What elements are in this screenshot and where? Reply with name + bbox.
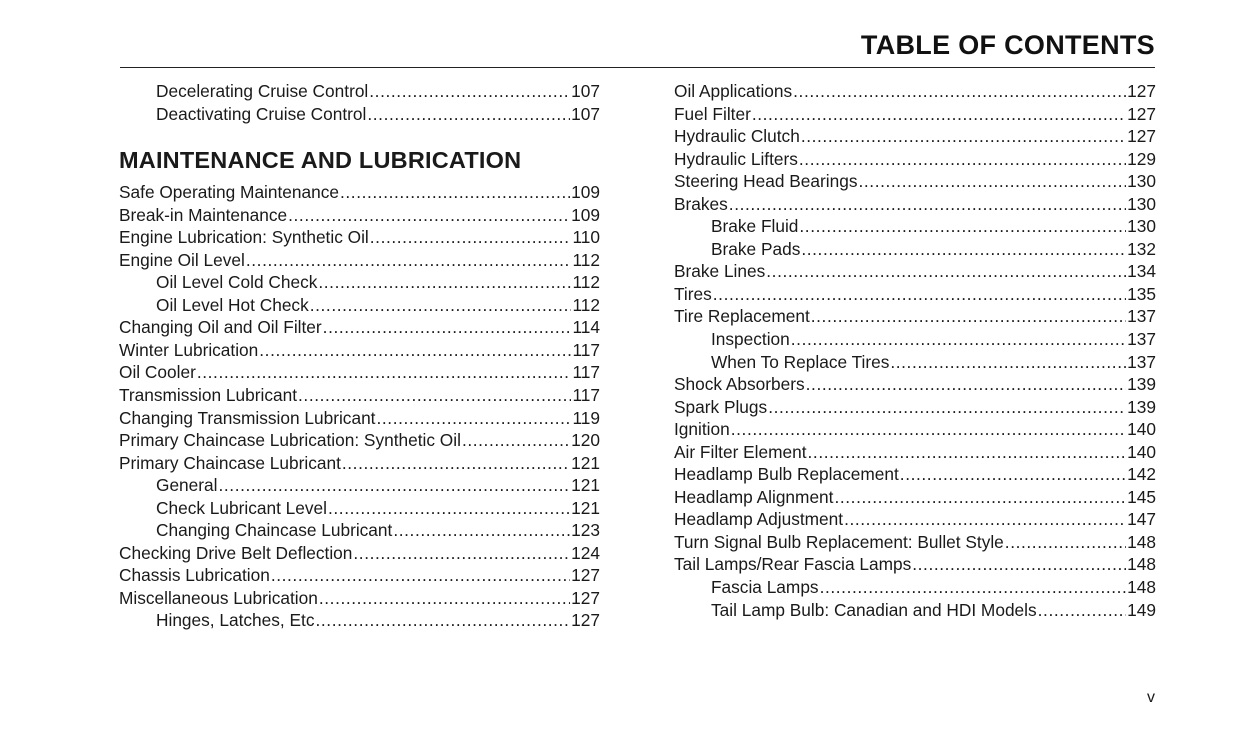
dot-leader xyxy=(316,609,571,632)
toc-entry-page: 147 xyxy=(1127,509,1156,530)
toc-subentry[interactable] xyxy=(674,328,1156,351)
dot-leader xyxy=(369,80,570,103)
toc-entry[interactable] xyxy=(119,452,600,475)
toc-entry-label: Changing Chaincase Lubricant xyxy=(156,520,393,541)
toc-entry-page: 130 xyxy=(1127,216,1156,237)
toc-entry-page: 137 xyxy=(1127,351,1156,372)
toc-entry[interactable] xyxy=(674,486,1156,509)
toc-entry-page: 121 xyxy=(571,475,600,496)
toc-entry[interactable] xyxy=(119,204,600,227)
toc-entry[interactable] xyxy=(674,125,1156,148)
toc-entry-label: Brake Lines xyxy=(674,261,766,282)
toc-left-column xyxy=(119,80,600,632)
toc-entry-page: 109 xyxy=(571,204,600,225)
toc-entry-label: Headlamp Adjustment xyxy=(674,509,844,530)
toc-entry-label: Air Filter Element xyxy=(674,441,807,462)
toc-entry-label: Oil Applications xyxy=(674,81,793,101)
toc-entry-page: 114 xyxy=(572,317,600,338)
toc-entry-label: Decelerating Cruise Control xyxy=(156,81,369,101)
toc-entry[interactable] xyxy=(119,316,600,339)
toc-entry-label: Spark Plugs xyxy=(674,396,768,417)
toc-entry-page: 109 xyxy=(571,182,600,203)
toc-entry-page: 140 xyxy=(1127,419,1156,440)
dot-leader xyxy=(218,474,570,497)
section-heading: MAINTENANCE AND LUBRICATION xyxy=(119,147,522,174)
toc-entry-label: When To Replace Tires xyxy=(711,351,890,372)
toc-entry[interactable] xyxy=(119,429,600,452)
toc-entry-label: Safe Operating Maintenance xyxy=(119,182,339,203)
toc-entry[interactable] xyxy=(674,103,1156,126)
dot-leader xyxy=(462,429,570,452)
toc-entry[interactable] xyxy=(119,587,600,610)
toc-entry-label: Miscellaneous Lubrication xyxy=(119,587,318,608)
toc-entry[interactable] xyxy=(119,339,600,362)
toc-entry-label: Brake Pads xyxy=(711,238,801,259)
toc-entry-page: 134 xyxy=(1127,261,1156,282)
toc-entry-page: 148 xyxy=(1127,531,1156,552)
dot-leader xyxy=(1038,599,1127,622)
dot-leader xyxy=(298,384,571,407)
toc-entry-label: Tail Lamps/Rear Fascia Lamps xyxy=(674,554,912,575)
toc-entry[interactable] xyxy=(119,361,600,384)
dot-leader xyxy=(323,316,572,339)
toc-entry-label: Engine Lubrication: Synthetic Oil xyxy=(119,227,369,248)
toc-entry-page: 145 xyxy=(1127,486,1156,507)
toc-entry-label: Shock Absorbers xyxy=(674,374,805,395)
toc-subentry[interactable] xyxy=(119,103,600,126)
page-number: v xyxy=(1147,689,1155,706)
toc-entry[interactable] xyxy=(674,418,1156,441)
toc-entry-page: 137 xyxy=(1127,306,1156,327)
toc-entry-label: Tail Lamp Bulb: Canadian and HDI Models xyxy=(711,599,1037,620)
toc-entry-label: Turn Signal Bulb Replacement: Bullet Style xyxy=(674,531,1004,552)
toc-entry-page: 142 xyxy=(1127,464,1156,485)
toc-entry-label: General xyxy=(156,475,218,496)
toc-entry[interactable] xyxy=(119,564,600,587)
dot-leader xyxy=(768,396,1126,419)
toc-entry-label: Oil Cooler xyxy=(119,362,196,383)
toc-entry-label: Transmission Lubricant xyxy=(119,385,298,406)
toc-entry-page: 139 xyxy=(1127,374,1156,395)
dot-leader xyxy=(793,80,1126,103)
toc-entry[interactable] xyxy=(674,441,1156,464)
toc-entry-page: 120 xyxy=(571,430,600,451)
toc-entry-label: Tire Replacement xyxy=(674,306,810,327)
toc-entry[interactable] xyxy=(674,531,1156,554)
dot-leader xyxy=(859,170,1127,193)
toc-entry[interactable] xyxy=(119,542,600,565)
toc-entry-page: 117 xyxy=(572,339,600,360)
toc-entry[interactable] xyxy=(674,553,1156,576)
toc-subentry[interactable] xyxy=(674,215,1156,238)
toc-subentry[interactable] xyxy=(674,238,1156,261)
dot-leader xyxy=(370,226,572,249)
dot-leader xyxy=(791,328,1126,351)
toc-entry-label: Primary Chaincase Lubrication: Synthetic Oil xyxy=(119,430,461,451)
toc-entry-page: 127 xyxy=(571,610,600,631)
toc-entry-page: 127 xyxy=(1127,103,1156,124)
toc-entry-page: 148 xyxy=(1127,554,1156,575)
toc-entry-page: 127 xyxy=(1127,81,1156,101)
toc-entry-page: 130 xyxy=(1127,193,1156,214)
toc-entry-page: 129 xyxy=(1127,148,1156,169)
dot-leader xyxy=(319,587,570,610)
toc-entry-page: 127 xyxy=(1127,126,1156,147)
toc-subentry[interactable] xyxy=(119,80,600,103)
toc-entry-label: Headlamp Alignment xyxy=(674,486,834,507)
dot-leader xyxy=(367,103,570,126)
toc-entry-label: Changing Transmission Lubricant xyxy=(119,407,376,428)
toc-entry-label: Steering Head Bearings xyxy=(674,171,858,192)
dot-leader xyxy=(1005,531,1126,554)
toc-entry-page: 119 xyxy=(572,407,600,428)
toc-entry-page: 112 xyxy=(572,272,600,293)
toc-entry-page: 148 xyxy=(1127,577,1156,598)
toc-list-before-section xyxy=(119,80,600,125)
dot-leader xyxy=(801,238,1126,261)
toc-entry[interactable] xyxy=(674,283,1156,306)
dot-leader xyxy=(890,351,1126,374)
toc-entry-label: Hinges, Latches, Etc xyxy=(156,610,315,631)
toc-entry[interactable] xyxy=(674,193,1156,216)
toc-subentry[interactable] xyxy=(674,599,1156,622)
toc-entry-page: 110 xyxy=(572,227,600,248)
toc-entry-page: 127 xyxy=(571,587,600,608)
dot-leader xyxy=(900,463,1126,486)
toc-entry[interactable] xyxy=(674,260,1156,283)
toc-entry-page: 127 xyxy=(571,565,600,586)
toc-entry-page: 107 xyxy=(571,103,600,124)
toc-entry[interactable] xyxy=(674,396,1156,419)
toc-entry[interactable] xyxy=(119,249,600,272)
dot-leader xyxy=(766,260,1126,283)
toc-entry-page: 124 xyxy=(571,542,600,563)
dot-leader xyxy=(811,305,1126,328)
toc-entry-page: 121 xyxy=(571,452,600,473)
toc-entry-page: 121 xyxy=(571,497,600,518)
toc-entry[interactable] xyxy=(119,226,600,249)
toc-entry[interactable] xyxy=(674,80,1156,103)
dot-leader xyxy=(318,271,571,294)
toc-entry[interactable] xyxy=(119,407,600,430)
toc-entry-page: 130 xyxy=(1127,171,1156,192)
toc-entry-page: 140 xyxy=(1127,441,1156,462)
toc-subentry[interactable] xyxy=(119,497,600,520)
toc-entry-page: 112 xyxy=(572,294,600,315)
toc-entry-label: Fascia Lamps xyxy=(711,577,819,598)
toc-entry-label: Fuel Filter xyxy=(674,103,751,124)
toc-list-right xyxy=(674,80,1156,621)
toc-entry-page: 107 xyxy=(571,81,600,101)
toc-entry-label: Brakes xyxy=(674,193,728,214)
toc-entry-label: Oil Level Cold Check xyxy=(156,272,318,293)
dot-leader xyxy=(340,181,570,204)
dot-leader xyxy=(731,418,1126,441)
toc-entry-label: Chassis Lubrication xyxy=(119,565,270,586)
dot-leader xyxy=(328,497,570,520)
toc-entry[interactable] xyxy=(674,508,1156,531)
dot-leader xyxy=(246,249,572,272)
dot-leader xyxy=(752,103,1126,126)
dot-leader xyxy=(310,294,572,317)
toc-entry-label: Headlamp Bulb Replacement xyxy=(674,464,899,485)
toc-entry-label: Break-in Maintenance xyxy=(119,204,288,225)
toc-entry-label: Deactivating Cruise Control xyxy=(156,103,367,124)
toc-subentry[interactable] xyxy=(119,271,600,294)
toc-subentry[interactable] xyxy=(119,474,600,497)
toc-subentry[interactable] xyxy=(674,576,1156,599)
toc-entry[interactable] xyxy=(674,373,1156,396)
dot-leader xyxy=(713,283,1126,306)
toc-right-column xyxy=(674,80,1156,621)
toc-subentry[interactable] xyxy=(119,294,600,317)
toc-entry-label: Hydraulic Clutch xyxy=(674,126,800,147)
dot-leader xyxy=(806,373,1127,396)
dot-leader xyxy=(799,148,1126,171)
dot-leader xyxy=(288,204,570,227)
toc-entry-label: Primary Chaincase Lubricant xyxy=(119,452,341,473)
toc-entry[interactable] xyxy=(119,384,600,407)
toc-list-after-section xyxy=(119,181,600,632)
toc-entry-page: 117 xyxy=(572,385,600,406)
toc-entry-page: 135 xyxy=(1127,283,1156,304)
dot-leader xyxy=(353,542,570,565)
dot-leader xyxy=(342,452,570,475)
toc-entry[interactable] xyxy=(674,148,1156,171)
toc-subentry[interactable] xyxy=(119,519,600,542)
dot-leader xyxy=(729,193,1126,216)
dot-leader xyxy=(393,519,570,542)
toc-entry[interactable] xyxy=(674,305,1156,328)
toc-entry-page: 132 xyxy=(1127,238,1156,259)
toc-entry-label: Ignition xyxy=(674,419,730,440)
toc-entry-label: Hydraulic Lifters xyxy=(674,148,798,169)
toc-entry-page: 139 xyxy=(1127,396,1156,417)
toc-entry-page: 123 xyxy=(571,520,600,541)
toc-entry-label: Oil Level Hot Check xyxy=(156,294,309,315)
toc-entry-page: 149 xyxy=(1127,599,1156,620)
toc-entry-page: 117 xyxy=(572,362,600,383)
dot-leader xyxy=(912,553,1126,576)
toc-entry-page: 112 xyxy=(572,249,600,270)
toc-entry-label: Inspection xyxy=(711,329,790,350)
toc-entry-page: 137 xyxy=(1127,329,1156,350)
toc-subentry[interactable] xyxy=(119,609,600,632)
page-title: TABLE OF CONTENTS xyxy=(860,30,1155,60)
toc-entry-label: Engine Oil Level xyxy=(119,249,245,270)
title-rule xyxy=(120,67,1155,68)
toc-entry-label: Brake Fluid xyxy=(711,216,799,237)
toc-entry[interactable] xyxy=(674,170,1156,193)
toc-subentry[interactable] xyxy=(674,351,1156,374)
toc-entry-label: Changing Oil and Oil Filter xyxy=(119,317,322,338)
dot-leader xyxy=(834,486,1126,509)
dot-leader xyxy=(799,215,1126,238)
toc-entry-label: Check Lubricant Level xyxy=(156,497,327,518)
dot-leader xyxy=(820,576,1127,599)
toc-entry[interactable] xyxy=(674,463,1156,486)
toc-entry-label: Tires xyxy=(674,283,712,304)
dot-leader xyxy=(197,361,572,384)
dot-leader xyxy=(808,441,1127,464)
dot-leader xyxy=(271,564,570,587)
toc-entry-label: Winter Lubrication xyxy=(119,339,259,360)
dot-leader xyxy=(259,339,571,362)
toc-entry[interactable] xyxy=(119,181,600,204)
dot-leader xyxy=(801,125,1126,148)
toc-entry-label: Checking Drive Belt Deflection xyxy=(119,542,353,563)
dot-leader xyxy=(844,508,1126,531)
dot-leader xyxy=(376,407,571,430)
